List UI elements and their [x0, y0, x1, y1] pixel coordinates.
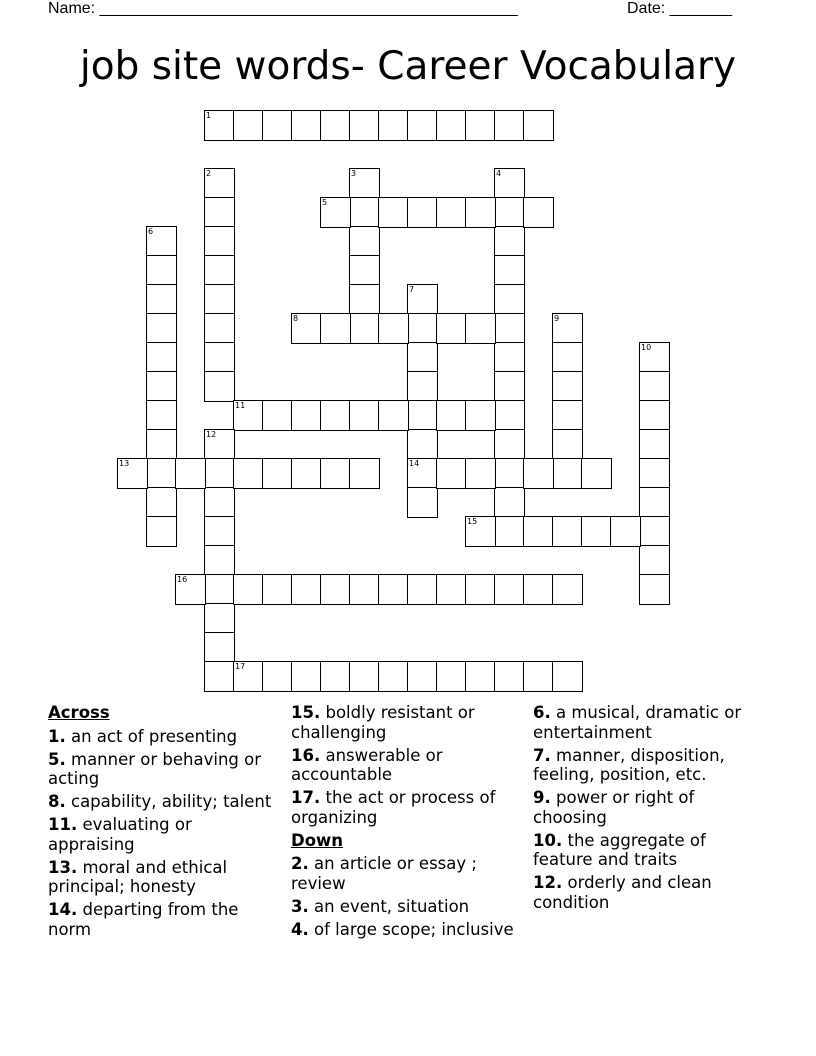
clue-item-text: capability, ability; talent — [65, 792, 272, 811]
crossword-cell[interactable] — [204, 342, 235, 373]
crossword-cell[interactable] — [465, 110, 496, 141]
crossword-cell[interactable] — [349, 400, 380, 431]
crossword-cell[interactable] — [320, 197, 351, 228]
crossword-cell[interactable] — [204, 574, 235, 605]
crossword-cell[interactable] — [494, 226, 525, 257]
clue-item — [48, 792, 273, 812]
clue-number: 2 — [206, 169, 212, 178]
crossword-cell[interactable] — [349, 110, 380, 141]
clue-item-number: 13. — [48, 857, 78, 877]
crossword-cell[interactable] — [233, 458, 264, 489]
clue-number: 4 — [496, 169, 502, 178]
crossword-cell[interactable] — [436, 574, 467, 605]
clue-item — [48, 858, 273, 897]
name-field[interactable]: Name: _______________________________________________ — [48, 0, 518, 17]
clue-item-number: 8. — [48, 792, 66, 811]
crossword-cell[interactable] — [494, 255, 525, 286]
crossword-cell[interactable] — [349, 226, 380, 257]
crossword-cell[interactable] — [146, 255, 177, 286]
clue-item — [48, 750, 273, 789]
crossword-cell[interactable] — [523, 516, 554, 547]
crossword-cell[interactable] — [204, 371, 235, 402]
clue-item-number: 4. — [291, 919, 309, 939]
crossword-cell[interactable] — [523, 458, 554, 489]
clue-item — [291, 897, 521, 917]
crossword-cell[interactable] — [436, 197, 467, 228]
clue-item — [291, 746, 521, 785]
clue-item-number: 5. — [48, 749, 66, 769]
crossword-cell[interactable] — [494, 516, 525, 547]
crossword-cell[interactable] — [320, 661, 351, 692]
crossword-cell[interactable] — [639, 458, 670, 489]
crossword-cell[interactable] — [407, 197, 438, 228]
date-field[interactable]: Date: _______ — [627, 0, 732, 17]
crossword-cell[interactable] — [494, 371, 525, 402]
crossword-cell[interactable] — [291, 661, 322, 692]
crossword-cell[interactable] — [320, 574, 351, 605]
clue-item-text: moral and ethical principal; honesty — [48, 857, 228, 896]
crossword-cell[interactable] — [349, 255, 380, 286]
crossword-cell[interactable] — [146, 342, 177, 373]
clue-item-text: the aggregate of feature and traits — [533, 830, 706, 869]
crossword-cell[interactable] — [349, 313, 380, 344]
crossword-cell[interactable] — [407, 110, 438, 141]
crossword-cell[interactable] — [378, 197, 409, 228]
clues-column-3 — [533, 703, 768, 916]
crossword-cell[interactable] — [146, 226, 177, 257]
crossword-cell[interactable] — [291, 574, 322, 605]
clue-number: 11 — [235, 401, 246, 410]
crossword-cell[interactable] — [465, 400, 496, 431]
crossword-cell[interactable] — [639, 545, 670, 576]
clue-item — [291, 920, 521, 940]
crossword-cell[interactable] — [639, 487, 670, 518]
crossword-cell[interactable] — [117, 458, 148, 489]
crossword-cell[interactable] — [378, 574, 409, 605]
crossword-cell[interactable] — [175, 458, 206, 489]
crossword-cell[interactable] — [494, 197, 525, 228]
clue-item-text: a musical, dramatic or entertainment — [533, 703, 742, 742]
clue-number: 17 — [235, 662, 246, 671]
clue-item — [291, 703, 521, 742]
crossword-cell[interactable] — [204, 603, 235, 634]
crossword-cell[interactable] — [552, 458, 583, 489]
clue-item-number: 1. — [48, 726, 66, 746]
crossword-cell[interactable] — [552, 516, 583, 547]
crossword-cell[interactable] — [204, 284, 235, 315]
clue-item-number: 3. — [291, 896, 309, 916]
clue-number: 9 — [554, 314, 560, 323]
clue-item-text: an article or essay ; review — [291, 854, 477, 893]
crossword-cell[interactable] — [378, 661, 409, 692]
crossword-cell[interactable] — [378, 400, 409, 431]
crossword-cell[interactable] — [581, 458, 612, 489]
crossword-cell[interactable] — [523, 197, 554, 228]
crossword-cell[interactable] — [146, 371, 177, 402]
crossword-cell[interactable] — [494, 574, 525, 605]
clue-item — [533, 746, 768, 785]
clue-number: 6 — [148, 227, 154, 236]
clue-number: 7 — [409, 285, 415, 294]
crossword-cell[interactable] — [204, 661, 235, 692]
crossword-cell[interactable] — [204, 632, 235, 663]
crossword-cell[interactable] — [349, 197, 380, 228]
clue-item-text: of large scope; inclusive — [308, 919, 514, 939]
crossword-cell[interactable] — [407, 371, 438, 402]
crossword-cell[interactable] — [639, 516, 670, 547]
clue-item-text: orderly and clean condition — [533, 873, 712, 912]
crossword-cell[interactable] — [639, 574, 670, 605]
crossword-cell[interactable] — [320, 458, 351, 489]
crossword-cell[interactable] — [291, 458, 322, 489]
crossword-cell[interactable] — [523, 110, 554, 141]
crossword-cell[interactable] — [407, 458, 438, 489]
crossword-cell[interactable] — [436, 661, 467, 692]
clue-item — [533, 873, 768, 912]
crossword-cell[interactable] — [204, 458, 235, 489]
crossword-cell[interactable] — [494, 458, 525, 489]
crossword-cell[interactable] — [407, 313, 438, 344]
clue-item-number: 2. — [291, 854, 309, 873]
crossword-cell[interactable] — [146, 487, 177, 518]
crossword-cell[interactable] — [233, 110, 264, 141]
crossword-cell[interactable] — [465, 458, 496, 489]
crossword-cell[interactable] — [436, 458, 467, 489]
crossword-cell[interactable] — [639, 342, 670, 373]
clues-column-1 — [48, 703, 273, 943]
crossword-cell[interactable] — [494, 429, 525, 460]
crossword-cell[interactable] — [494, 342, 525, 373]
crossword-cell[interactable] — [349, 458, 380, 489]
clues-column-2 — [291, 703, 521, 943]
crossword-cell[interactable] — [146, 516, 177, 547]
down-heading: Down — [291, 830, 344, 850]
crossword-cell[interactable] — [552, 400, 583, 431]
clue-number: 15 — [467, 517, 478, 526]
crossword-cell[interactable] — [262, 458, 293, 489]
crossword-cell[interactable] — [581, 516, 612, 547]
crossword-cell[interactable] — [407, 342, 438, 373]
crossword-cell[interactable] — [436, 400, 467, 431]
clue-item-number: 16. — [291, 745, 321, 765]
clue-item-number: 7. — [533, 745, 551, 765]
clue-item — [48, 900, 273, 939]
clue-number: 5 — [322, 198, 328, 207]
clue-number: 3 — [351, 169, 357, 178]
crossword-cell[interactable] — [204, 110, 235, 141]
clue-item-text: the act or process of organizing — [291, 788, 496, 827]
clue-item — [533, 831, 768, 870]
crossword-cell[interactable] — [465, 516, 496, 547]
crossword-cell[interactable] — [407, 429, 438, 460]
crossword-cell[interactable] — [436, 110, 467, 141]
clue-item-number: 10. — [533, 830, 563, 850]
crossword-cell[interactable] — [349, 284, 380, 315]
crossword-cell[interactable] — [204, 255, 235, 286]
clue-number: 13 — [119, 459, 130, 468]
clue-number: 14 — [409, 459, 420, 468]
crossword-cell[interactable] — [610, 516, 641, 547]
crossword-cell[interactable] — [494, 487, 525, 518]
crossword-cell[interactable] — [233, 400, 264, 431]
crossword-cell[interactable] — [204, 313, 235, 344]
clue-item — [48, 727, 273, 747]
crossword-cell[interactable] — [204, 226, 235, 257]
clue-item-number: 17. — [291, 788, 321, 807]
crossword-cell[interactable] — [262, 110, 293, 141]
crossword-cell[interactable] — [262, 574, 293, 605]
crossword-cell[interactable] — [378, 313, 409, 344]
clue-item-text: departing from the norm — [48, 900, 239, 939]
crossword-cell[interactable] — [552, 342, 583, 373]
crossword-cell[interactable] — [494, 284, 525, 315]
clue-item-number: 6. — [533, 703, 551, 722]
crossword-cell[interactable] — [639, 371, 670, 402]
crossword-cell[interactable] — [552, 429, 583, 460]
crossword-cell[interactable] — [407, 487, 438, 518]
crossword-cell[interactable] — [639, 429, 670, 460]
clue-item-text: an event, situation — [308, 896, 470, 916]
crossword-cell[interactable] — [204, 545, 235, 576]
crossword-cell[interactable] — [436, 313, 467, 344]
crossword-cell[interactable] — [407, 284, 438, 315]
crossword-cell[interactable] — [320, 110, 351, 141]
crossword-cell[interactable] — [349, 661, 380, 692]
crossword-cell[interactable] — [146, 400, 177, 431]
page-title: job site words- Career Vocabulary — [79, 44, 737, 89]
clue-item — [533, 788, 768, 827]
clue-item-number: 12. — [533, 873, 563, 892]
clue-item-text: manner or behaving or acting — [48, 749, 261, 788]
crossword-cell[interactable] — [204, 429, 235, 460]
crossword-cell[interactable] — [523, 574, 554, 605]
clue-number: 8 — [293, 314, 299, 323]
clue-item-text: evaluating or appraising — [48, 815, 192, 854]
clue-item-text: boldly resistant or challenging — [291, 703, 475, 742]
crossword-cell[interactable] — [291, 313, 322, 344]
crossword-cell[interactable] — [465, 661, 496, 692]
crossword-cell[interactable] — [262, 661, 293, 692]
across-heading: Across — [48, 703, 110, 722]
crossword-cell[interactable] — [349, 574, 380, 605]
clue-item-text: power or right of choosing — [533, 788, 695, 827]
crossword-cell[interactable] — [407, 400, 438, 431]
clue-item-number: 9. — [533, 788, 551, 807]
clue-number: 16 — [177, 575, 188, 584]
clue-item-number: 15. — [291, 703, 321, 722]
crossword-cell[interactable] — [320, 313, 351, 344]
crossword-cell[interactable] — [552, 313, 583, 344]
crossword-cell[interactable] — [552, 661, 583, 692]
crossword-cell[interactable] — [639, 400, 670, 431]
clue-number: 10 — [641, 343, 652, 352]
crossword-cell[interactable] — [552, 371, 583, 402]
clue-item — [48, 815, 273, 854]
clue-item-text: answerable or accountable — [291, 745, 443, 784]
crossword-cell[interactable] — [494, 168, 525, 199]
crossword-cell[interactable] — [204, 487, 235, 518]
clue-item-number: 14. — [48, 900, 78, 919]
clue-number: 12 — [206, 430, 217, 439]
clue-item — [291, 854, 521, 893]
crossword-cell[interactable] — [204, 168, 235, 199]
clue-number: 1 — [206, 111, 212, 120]
clue-item-number: 11. — [48, 815, 78, 834]
crossword-cell[interactable] — [291, 110, 322, 141]
crossword-cell[interactable] — [204, 516, 235, 547]
crossword-cell[interactable] — [494, 110, 525, 141]
clue-item-text: an act of presenting — [65, 726, 238, 746]
crossword-cell[interactable] — [465, 197, 496, 228]
crossword-cell[interactable] — [146, 458, 177, 489]
crossword-cell[interactable] — [552, 574, 583, 605]
crossword-cell[interactable] — [262, 400, 293, 431]
crossword-cell[interactable] — [233, 661, 264, 692]
crossword-cell[interactable] — [349, 168, 380, 199]
crossword-cell[interactable] — [378, 110, 409, 141]
crossword-cell[interactable] — [291, 400, 322, 431]
crossword-cell[interactable] — [494, 661, 525, 692]
crossword-cell[interactable] — [146, 429, 177, 460]
clue-item — [533, 703, 768, 742]
clue-item — [291, 788, 521, 827]
crossword-cell[interactable] — [465, 574, 496, 605]
crossword-cell[interactable] — [146, 313, 177, 344]
crossword-cell[interactable] — [233, 574, 264, 605]
clue-item-text: manner, disposition, feeling, position, etc. — [533, 745, 725, 784]
crossword-cell[interactable] — [494, 313, 525, 344]
crossword-cell[interactable] — [146, 284, 177, 315]
crossword-cell[interactable] — [320, 400, 351, 431]
crossword-cell[interactable] — [465, 313, 496, 344]
crossword-cell[interactable] — [494, 400, 525, 431]
crossword-cell[interactable] — [407, 574, 438, 605]
crossword-cell[interactable] — [204, 197, 235, 228]
crossword-cell[interactable] — [175, 574, 206, 605]
crossword-cell[interactable] — [523, 661, 554, 692]
crossword-cell[interactable] — [407, 661, 438, 692]
